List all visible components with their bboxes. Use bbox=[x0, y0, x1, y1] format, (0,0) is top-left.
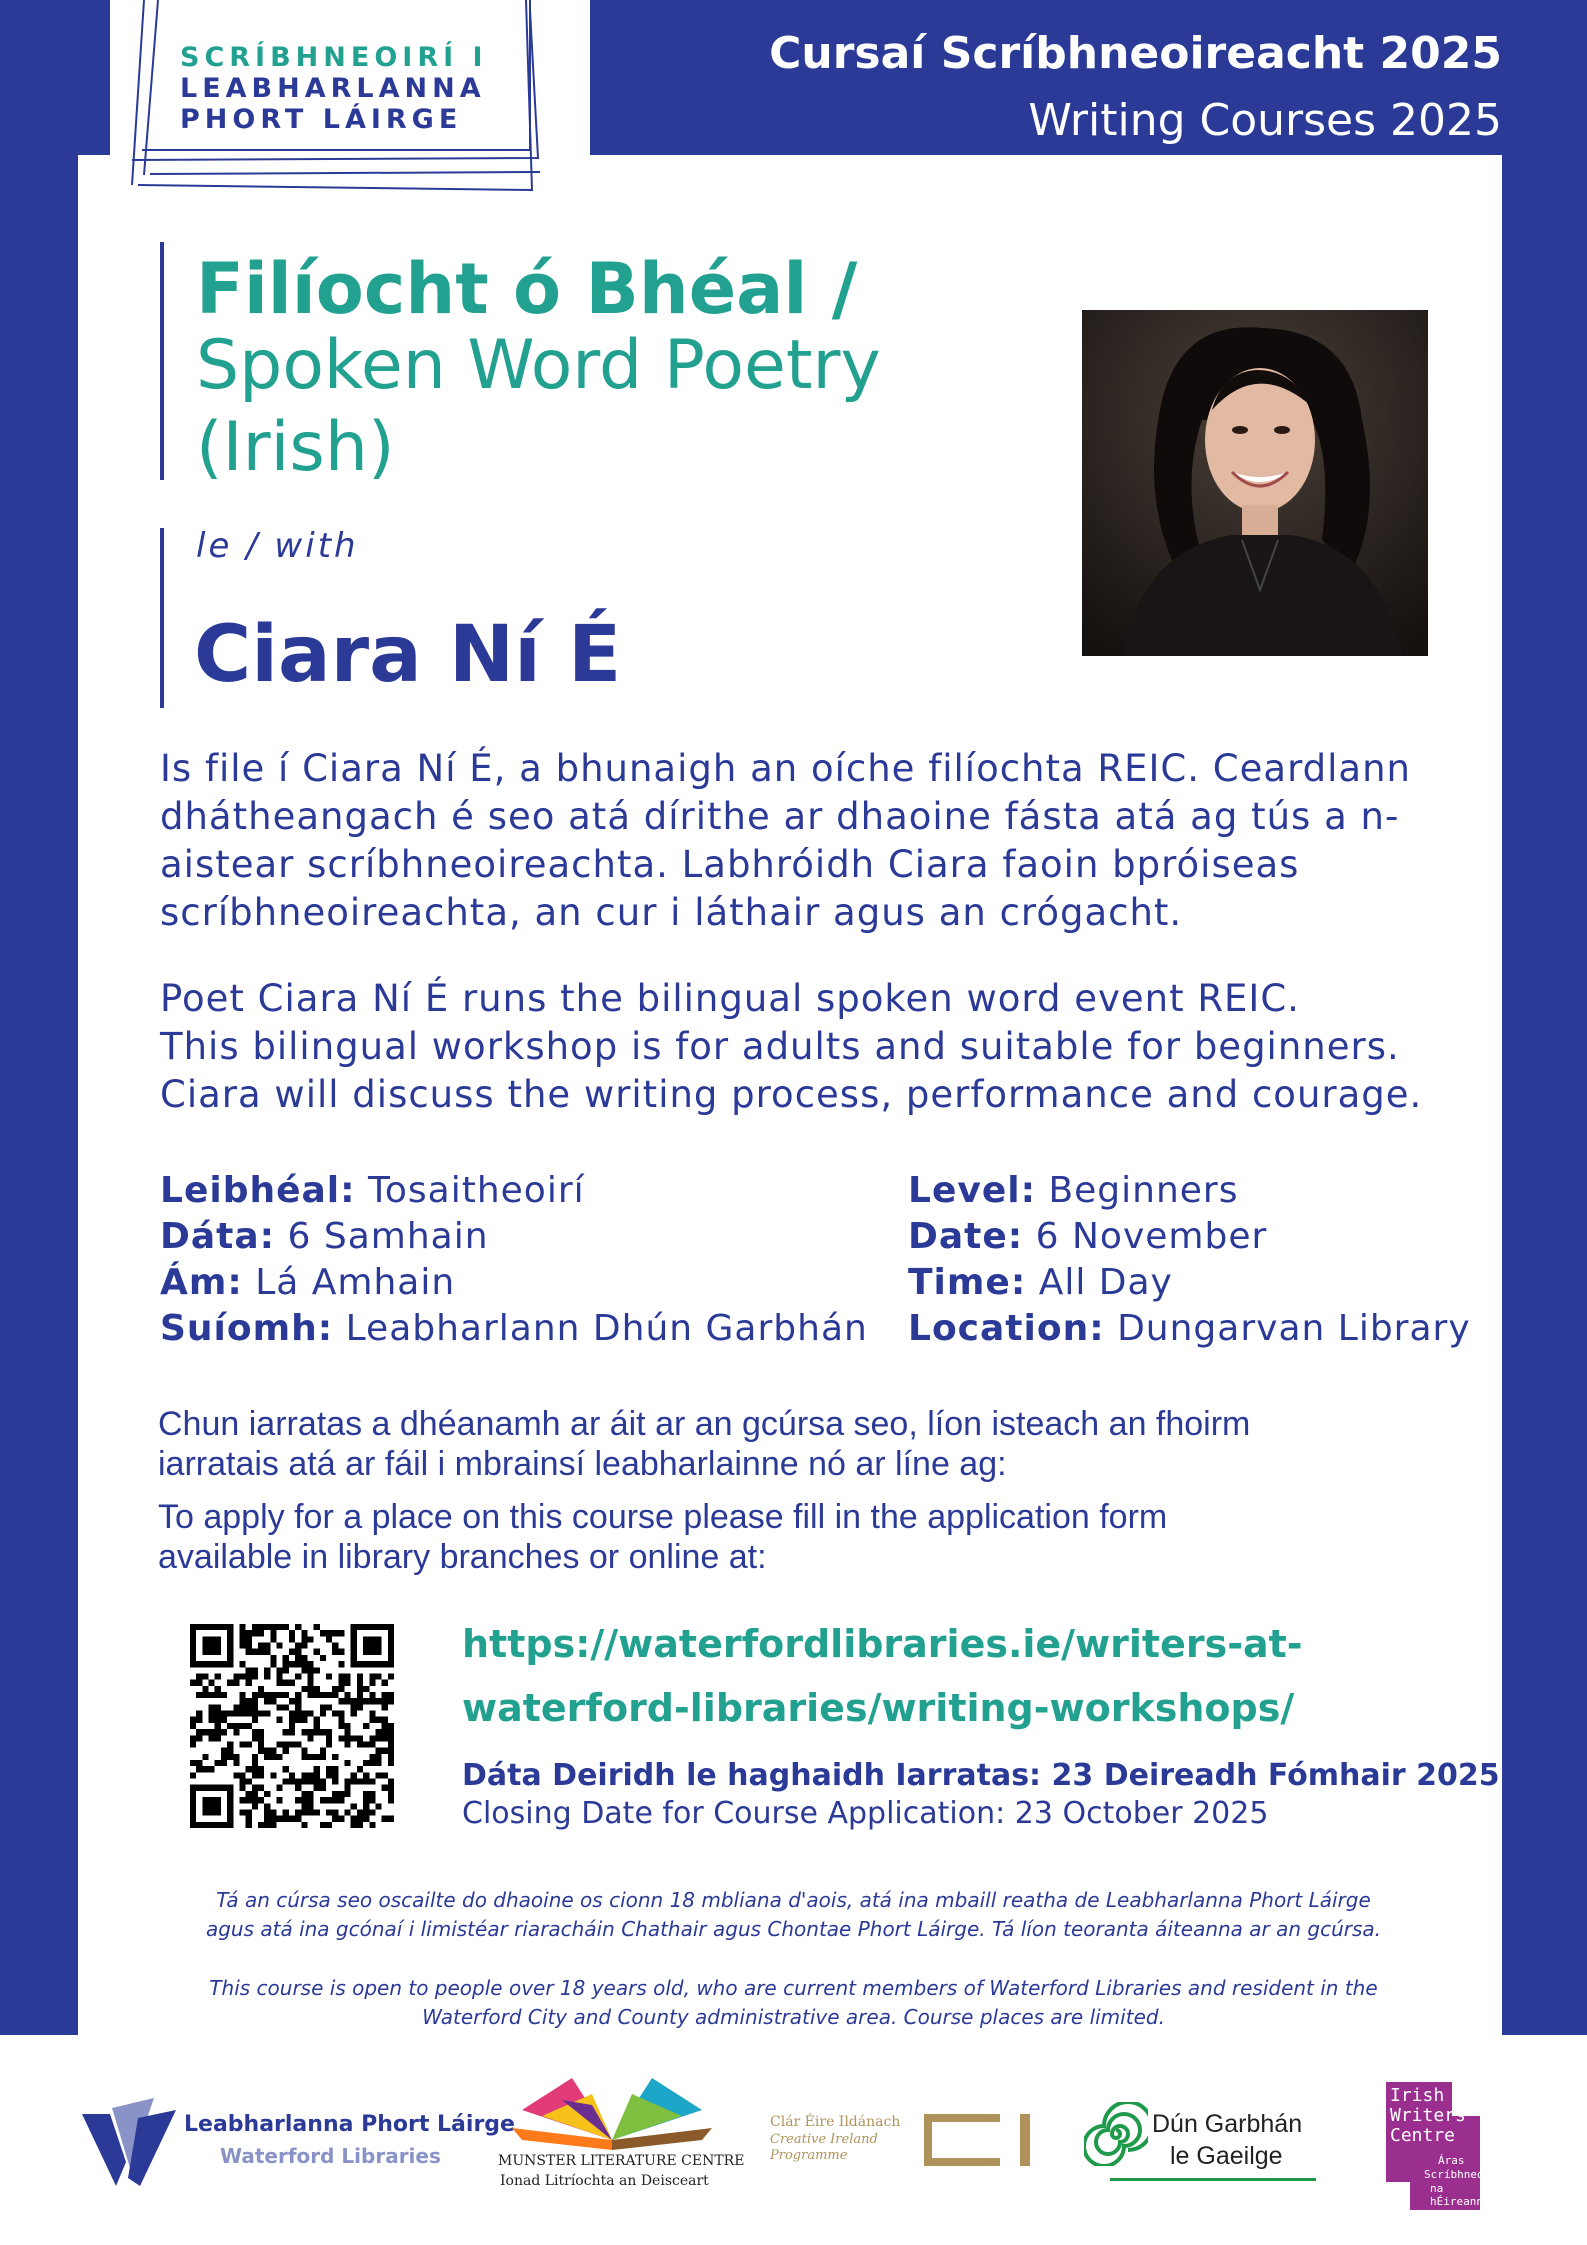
dungarvan-spiral-icon bbox=[1084, 2102, 1148, 2166]
eligibility-english bbox=[100, 1974, 1487, 2032]
logo-line-2: LEABHARLANNA bbox=[180, 73, 486, 104]
apply-instructions-irish bbox=[158, 1404, 1458, 1484]
tutor-accent-bar bbox=[160, 528, 164, 708]
detail-label: Dáta: bbox=[160, 1216, 276, 1257]
munster-literature-centre-name: MUNSTER LITERATURE CENTRE bbox=[498, 2153, 745, 2169]
apply-english-line-1: To apply for a place on this course please fill in the application form bbox=[158, 1498, 1168, 1536]
detail-row bbox=[908, 1306, 1471, 1352]
description-irish: Is file í Ciara Ní É, a bhunaigh an oíche filíochta REIC. Ceardlann dhátheangach é seo atá dírithe ar dhaoine fásta atá ag tús a n-aistear scríbhneoireachta. Labhróidh Ciara faoin bpróiseas scríbhneoireachta, an cur i láthair agus an crógacht. bbox=[160, 747, 1411, 934]
detail-label: Leibhéal: bbox=[160, 1170, 356, 1211]
detail-value: Beginners bbox=[1048, 1170, 1239, 1211]
tutor-name: Ciara Ní É bbox=[194, 610, 622, 700]
qr-code[interactable] bbox=[190, 1624, 394, 1828]
waterford-libraries-name-irish: Leabharlanna Phort Láirge bbox=[184, 2112, 515, 2137]
header-subtitle: Writing Courses 2025 bbox=[1028, 95, 1502, 146]
munster-literature-centre-name-irish: Ionad Litríochta an Deisceart bbox=[500, 2173, 709, 2189]
course-title-irish: Filíocht ó Bhéal / bbox=[196, 248, 858, 330]
description-english bbox=[160, 975, 1480, 1119]
course-title-english: Spoken Word Poetry bbox=[196, 326, 881, 405]
description-english-line-2: This bilingual workshop is for adults and suitable for beginners. bbox=[160, 1025, 1400, 1068]
description-english-line-1: Poet Ciara Ní É runs the bilingual spoken word event REIC. bbox=[160, 977, 1300, 1020]
detail-value: Tosaitheoirí bbox=[368, 1170, 585, 1211]
detail-value: 6 November bbox=[1035, 1216, 1268, 1257]
dungarvan-le-gaeilge-subtitle: le Gaeilge bbox=[1170, 2142, 1283, 2170]
details-irish bbox=[160, 1168, 868, 1352]
detail-row bbox=[160, 1260, 868, 1306]
detail-value: All Day bbox=[1038, 1262, 1173, 1303]
eligibility-irish bbox=[100, 1886, 1487, 1944]
waterford-libraries-name-english: Waterford Libraries bbox=[220, 2144, 441, 2168]
detail-label: Location: bbox=[908, 1308, 1105, 1349]
logo-text bbox=[180, 42, 488, 135]
detail-row bbox=[908, 1260, 1471, 1306]
iwc-ga-line-3: na hÉireann bbox=[1430, 2182, 1483, 2208]
creative-ireland-name-irish: Clár Éire Ildánach bbox=[770, 2114, 901, 2130]
detail-value: Leabharlann Dhún Garbhán bbox=[345, 1308, 868, 1349]
iwc-ga-line-2: Scríbhneoirí bbox=[1424, 2168, 1504, 2181]
dungarvan-underline bbox=[1110, 2178, 1316, 2181]
detail-value: Lá Amhain bbox=[255, 1262, 456, 1303]
logo-line-1: SCRÍBHNEOIRÍ I bbox=[180, 42, 488, 73]
apply-irish-line-2: iarratais atá ar fáil i mbrainsí leabharlainne nó ar líne ag: bbox=[158, 1445, 1007, 1483]
tutor-photo bbox=[1082, 310, 1428, 656]
detail-label: Level: bbox=[908, 1170, 1036, 1211]
application-link-continued[interactable]: waterford-libraries/writing-workshops/ bbox=[462, 1686, 1295, 1730]
apply-irish-line-1: Chun iarratas a dhéanamh ar áit ar an gcúrsa seo, líon isteach an fhoirm bbox=[158, 1405, 1251, 1443]
detail-row bbox=[160, 1168, 868, 1214]
detail-value: 6 Samhain bbox=[287, 1216, 489, 1257]
title-accent-bar bbox=[160, 242, 164, 480]
detail-row bbox=[160, 1306, 868, 1352]
eligibility-irish-line-1: Tá an cúrsa seo oscailte do dhaoine os cionn 18 mbliana d'aois, atá ina mbaill reatha de Leabharlanna Phort Láirge bbox=[216, 1888, 1371, 1912]
with-label: le / with bbox=[196, 526, 359, 566]
detail-label: Date: bbox=[908, 1216, 1024, 1257]
creative-ireland-programme: Programme bbox=[770, 2148, 848, 2163]
detail-label: Suíomh: bbox=[160, 1308, 334, 1349]
eligibility-english-line-1: This course is open to people over 18 years old, who are current members of Waterford Libraries and resident in the bbox=[209, 1976, 1378, 2000]
apply-instructions-english bbox=[158, 1497, 1458, 1577]
course-title-english-2: (Irish) bbox=[196, 408, 395, 487]
detail-row bbox=[160, 1214, 868, 1260]
detail-value: Dungarvan Library bbox=[1117, 1308, 1471, 1349]
detail-label: Time: bbox=[908, 1262, 1027, 1303]
details-english bbox=[908, 1168, 1471, 1352]
iwc-line-2: Writers bbox=[1390, 2105, 1466, 2126]
creative-ireland-name: Creative Ireland bbox=[770, 2132, 878, 2147]
iwc-line-3: Centre bbox=[1390, 2125, 1456, 2146]
waterford-libraries-logo-icon bbox=[82, 2098, 178, 2188]
munster-literature-centre-logo-icon bbox=[502, 2070, 722, 2154]
iwc-line-1: Irish bbox=[1390, 2085, 1445, 2106]
logo-line-3: PHORT LÁIRGE bbox=[180, 104, 463, 135]
application-link[interactable]: https://waterfordlibraries.ie/writers-at- bbox=[462, 1622, 1303, 1666]
detail-row bbox=[908, 1168, 1471, 1214]
detail-label: Ám: bbox=[160, 1262, 243, 1303]
closing-date-english: Closing Date for Course Application: 23 October 2025 bbox=[462, 1796, 1269, 1831]
iwc-ga-line-1: Áras bbox=[1438, 2154, 1465, 2167]
description-english-line-3: Ciara will discuss the writing process, performance and courage. bbox=[160, 1073, 1423, 1116]
closing-date-irish: Dáta Deiridh le haghaidh Iarratas: 23 Deireadh Fómhair 2025 bbox=[462, 1758, 1500, 1793]
eligibility-irish-line-2: agus atá ina gcónaí i limistéar riaracháin Chathair agus Chontae Phort Láirge. Tá líon teoranta áiteanna ar an gcúrsa. bbox=[205, 1917, 1382, 1941]
irish-writers-centre-logo bbox=[1386, 2082, 1504, 2210]
creative-ireland-logo-icon bbox=[920, 2110, 1040, 2170]
dungarvan-le-gaeilge-name: Dún Garbhán bbox=[1152, 2110, 1303, 2138]
header-title: Cursaí Scríbhneoireacht 2025 bbox=[769, 28, 1502, 79]
detail-row bbox=[908, 1214, 1471, 1260]
eligibility-english-line-2: Waterford City and County administrative area. Course places are limited. bbox=[422, 2005, 1165, 2029]
apply-english-line-2: available in library branches or online at: bbox=[158, 1538, 767, 1576]
